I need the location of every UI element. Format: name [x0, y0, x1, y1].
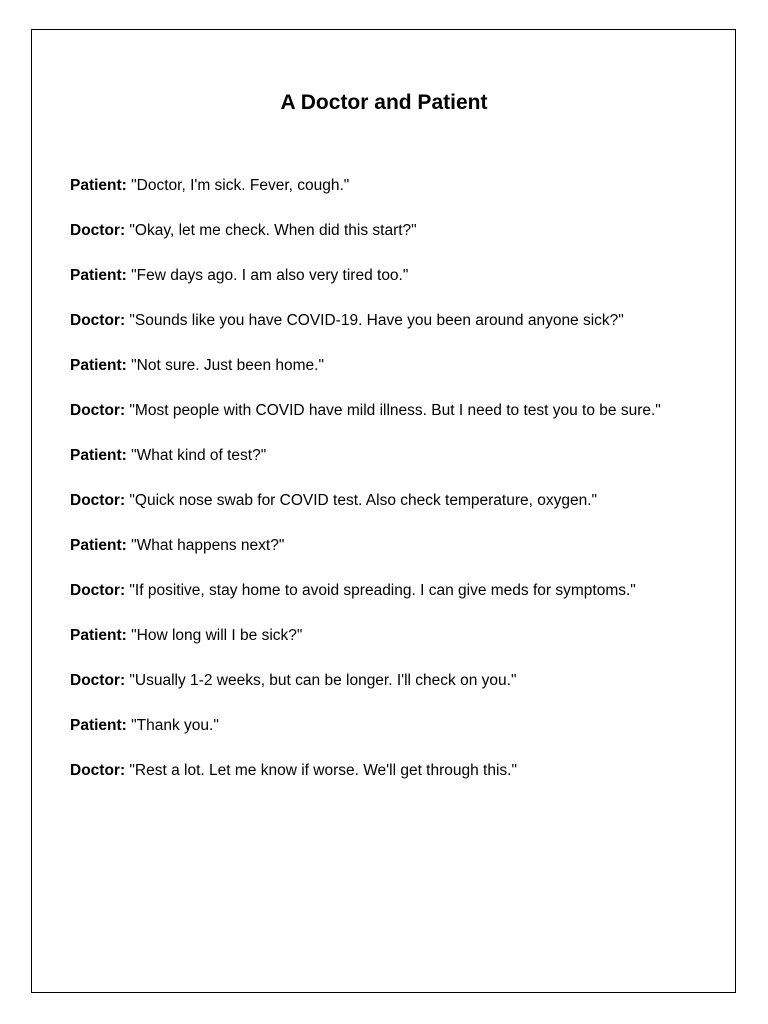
speaker-label: Patient: — [70, 267, 127, 284]
dialogue-text: "What kind of test?" — [131, 447, 267, 464]
dialogue-text: "Not sure. Just been home." — [131, 357, 324, 374]
speaker-label: Patient: — [70, 177, 127, 194]
speaker-label: Patient: — [70, 537, 127, 554]
dialogue-line — [70, 759, 682, 782]
dialogue-text: "Doctor, I'm sick. Fever, cough." — [131, 177, 350, 194]
dialogue-text: "Quick nose swab for COVID test. Also check temperature, oxygen." — [129, 492, 598, 509]
speaker-label: Doctor: — [70, 222, 126, 239]
dialogue-line — [70, 264, 682, 287]
dialogue-list — [70, 174, 682, 804]
speaker-label: Doctor: — [70, 402, 126, 419]
dialogue-line — [70, 354, 682, 377]
dialogue-text: "Most people with COVID have mild illness. But I need to test you to be sure." — [129, 402, 661, 419]
speaker-label: Doctor: — [70, 582, 126, 599]
speaker-label: Patient: — [70, 717, 127, 734]
speaker-label: Patient: — [70, 357, 127, 374]
dialogue-line — [70, 714, 682, 737]
dialogue-line — [70, 579, 682, 602]
dialogue-text: "What happens next?" — [131, 537, 285, 554]
dialogue-text: "Rest a lot. Let me know if worse. We'll get through this." — [129, 762, 517, 779]
dialogue-line — [70, 624, 682, 647]
dialogue-line — [70, 399, 682, 422]
dialogue-text: "Sounds like you have COVID-19. Have you been around anyone sick?" — [129, 312, 624, 329]
dialogue-text: "How long will I be sick?" — [131, 627, 303, 644]
speaker-label: Doctor: — [70, 762, 126, 779]
dialogue-text: "If positive, stay home to avoid spreading. I can give meds for symptoms." — [129, 582, 636, 599]
dialogue-text: "Usually 1-2 weeks, but can be longer. I'll check on you." — [129, 672, 517, 689]
dialogue-line — [70, 489, 682, 512]
document-title: A Doctor and Patient — [280, 91, 488, 114]
dialogue-text: "Few days ago. I am also very tired too." — [131, 267, 409, 284]
dialogue-line — [70, 309, 682, 332]
speaker-label: Patient: — [70, 447, 127, 464]
dialogue-line — [70, 219, 682, 242]
dialogue-text: "Thank you." — [131, 717, 219, 734]
dialogue-line — [70, 669, 682, 692]
dialogue-line — [70, 444, 682, 467]
speaker-label: Doctor: — [70, 492, 126, 509]
dialogue-text: "Okay, let me check. When did this start?" — [129, 222, 417, 239]
speaker-label: Patient: — [70, 627, 127, 644]
dialogue-line — [70, 534, 682, 557]
dialogue-line — [70, 174, 682, 197]
speaker-label: Doctor: — [70, 312, 126, 329]
speaker-label: Doctor: — [70, 672, 126, 689]
